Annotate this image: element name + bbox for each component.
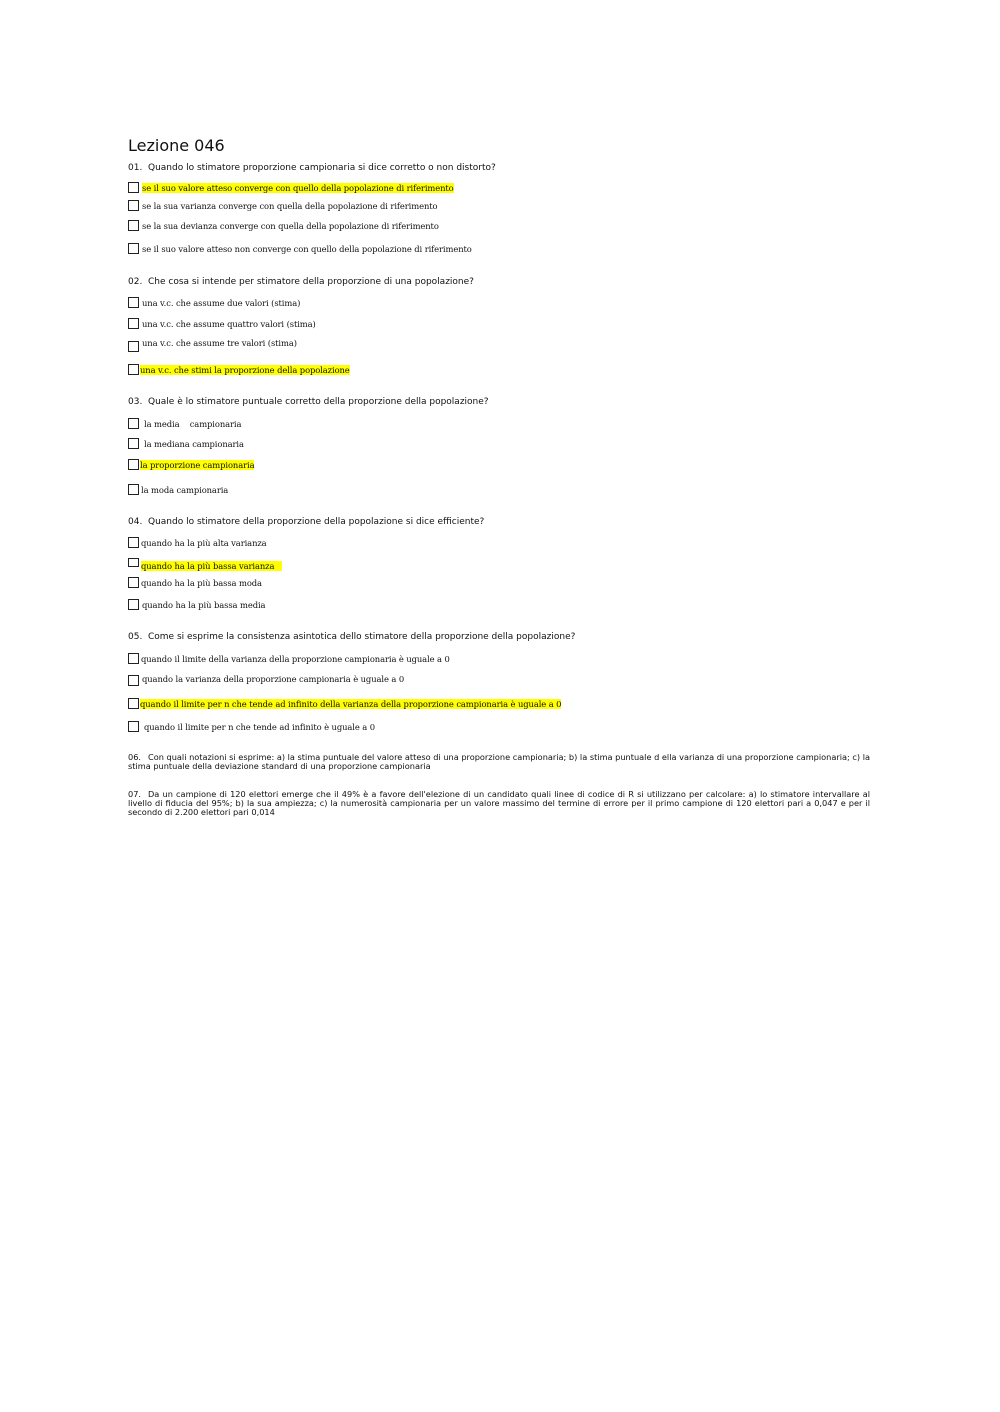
question-number: 07.	[128, 789, 142, 799]
question-text: Quale è lo stimatore puntuale corretto della proporzione della popolazione?	[148, 397, 489, 407]
option-02-d[interactable]	[128, 363, 350, 376]
checkbox[interactable]	[128, 438, 139, 449]
option-label: quando ha la più bassa moda	[141, 577, 262, 588]
option-label: quando il limite per n che tende ad infinito è uguale a 0	[144, 721, 375, 732]
checkbox[interactable]	[128, 243, 139, 254]
option-label: quando la varianza della proporzione campionaria è uguale a 0	[142, 673, 405, 684]
option-01-b[interactable]	[128, 199, 437, 212]
question-06	[128, 753, 870, 771]
checkbox[interactable]	[128, 297, 139, 308]
option-label: se la sua devianza converge con quella della popolazione di riferimento	[142, 220, 439, 231]
question-number: 06.	[128, 752, 142, 762]
page-title: Lezione 046	[128, 136, 225, 155]
option-02-a[interactable]	[128, 296, 300, 309]
checkbox[interactable]	[128, 364, 139, 375]
option-04-b[interactable]	[128, 559, 282, 572]
checkbox[interactable]	[128, 675, 139, 686]
question-number: 01.	[128, 163, 143, 173]
option-04-d[interactable]	[128, 598, 265, 611]
checkbox[interactable]	[128, 721, 139, 732]
checkbox[interactable]	[128, 558, 139, 567]
option-label: quando ha la più alta varianza	[141, 537, 267, 548]
option-05-a[interactable]	[128, 652, 450, 665]
question-text: Quando lo stimatore della proporzione della popolazione si dice efficiente?	[148, 517, 485, 527]
checkbox[interactable]	[128, 599, 139, 610]
option-04-c[interactable]	[128, 576, 262, 589]
option-02-b[interactable]	[128, 317, 316, 330]
checkbox[interactable]	[128, 698, 139, 709]
checkbox[interactable]	[128, 653, 139, 664]
question-text: Da un campione di 120 elettori emerge che il 49% è a favore dell'elezione di un candidato quali linee di codice di R si utilizzano per calcolare: a) lo stimatore intervallare al livello di fiducia del 95%; b) la sua ampiezza; c) la numerosità campionaria per un valore massimo del termine di errore per il primo campione di 120 elettori pari a 0,047 e per il secondo di 2.200 elettori pari 0,014	[128, 789, 870, 817]
option-label: la mediana campionaria	[144, 438, 244, 449]
option-label: quando ha la più bassa varianza	[141, 561, 282, 571]
option-02-c[interactable]	[128, 337, 297, 353]
option-03-b[interactable]	[128, 437, 244, 450]
option-label: quando il limite della varianza della proporzione campionaria è uguale a 0	[141, 653, 450, 664]
option-03-d[interactable]	[128, 483, 228, 496]
question-number: 02.	[128, 277, 143, 287]
option-label: una v.c. che assume tre valori (stima)	[142, 337, 297, 348]
checkbox[interactable]	[128, 341, 139, 352]
checkbox[interactable]	[128, 318, 139, 329]
option-05-c[interactable]	[128, 697, 561, 710]
option-label: se il suo valore atteso non converge con quello della popolazione di riferimento	[142, 243, 472, 254]
option-label: se il suo valore atteso converge con quello della popolazione di riferimento	[142, 182, 454, 193]
checkbox[interactable]	[128, 200, 139, 211]
question-text: Che cosa si intende per stimatore della proporzione di una popolazione?	[148, 277, 474, 287]
option-03-c[interactable]	[128, 458, 254, 471]
option-01-d[interactable]	[128, 242, 472, 255]
option-04-a[interactable]	[128, 536, 267, 549]
question-01	[128, 163, 496, 173]
option-05-d[interactable]	[128, 720, 375, 733]
option-label: la proporzione campionaria	[140, 459, 255, 470]
option-label: una v.c. che assume quattro valori (stima)	[142, 318, 316, 329]
checkbox[interactable]	[128, 484, 139, 495]
option-01-a[interactable]	[128, 181, 454, 194]
checkbox[interactable]	[128, 577, 139, 588]
question-number: 05.	[128, 632, 143, 642]
checkbox[interactable]	[128, 459, 139, 470]
option-label: quando il limite per n che tende ad infinito della varianza della proporzione campionaria è uguale a 0	[140, 698, 562, 709]
question-02	[128, 277, 474, 287]
question-03	[128, 397, 489, 407]
option-label: una v.c. che assume due valori (stima)	[142, 297, 301, 308]
question-04	[128, 517, 484, 527]
question-text: Come si esprime la consistenza asintotica dello stimatore della proporzione della popolazione?	[148, 632, 576, 642]
option-label: la moda campionaria	[141, 484, 229, 495]
option-05-b[interactable]	[128, 674, 404, 687]
option-label: una v.c. che stimi la proporzione della popolazione	[140, 364, 350, 375]
question-05	[128, 632, 575, 642]
option-label: la media campionaria	[144, 418, 242, 429]
question-07	[128, 790, 870, 817]
question-number: 04.	[128, 517, 143, 527]
checkbox[interactable]	[128, 537, 139, 548]
checkbox[interactable]	[128, 220, 139, 231]
question-text: Quando lo stimatore proporzione campionaria si dice corretto o non distorto?	[148, 163, 496, 173]
checkbox[interactable]	[128, 182, 139, 193]
question-number: 03.	[128, 397, 143, 407]
question-text: Con quali notazioni si esprime: a) la stima puntuale del valore atteso di una proporzione campionaria; b) la stima puntuale d ella varianza di una proporzione campionaria; c) la stima puntuale della deviazione standard di una proporzione campionaria	[128, 752, 870, 771]
checkbox[interactable]	[128, 418, 139, 429]
option-03-a[interactable]	[128, 417, 241, 430]
option-01-c[interactable]	[128, 219, 439, 232]
option-label: quando ha la più bassa media	[142, 599, 266, 610]
option-label: se la sua varianza converge con quella della popolazione di riferimento	[142, 200, 438, 211]
